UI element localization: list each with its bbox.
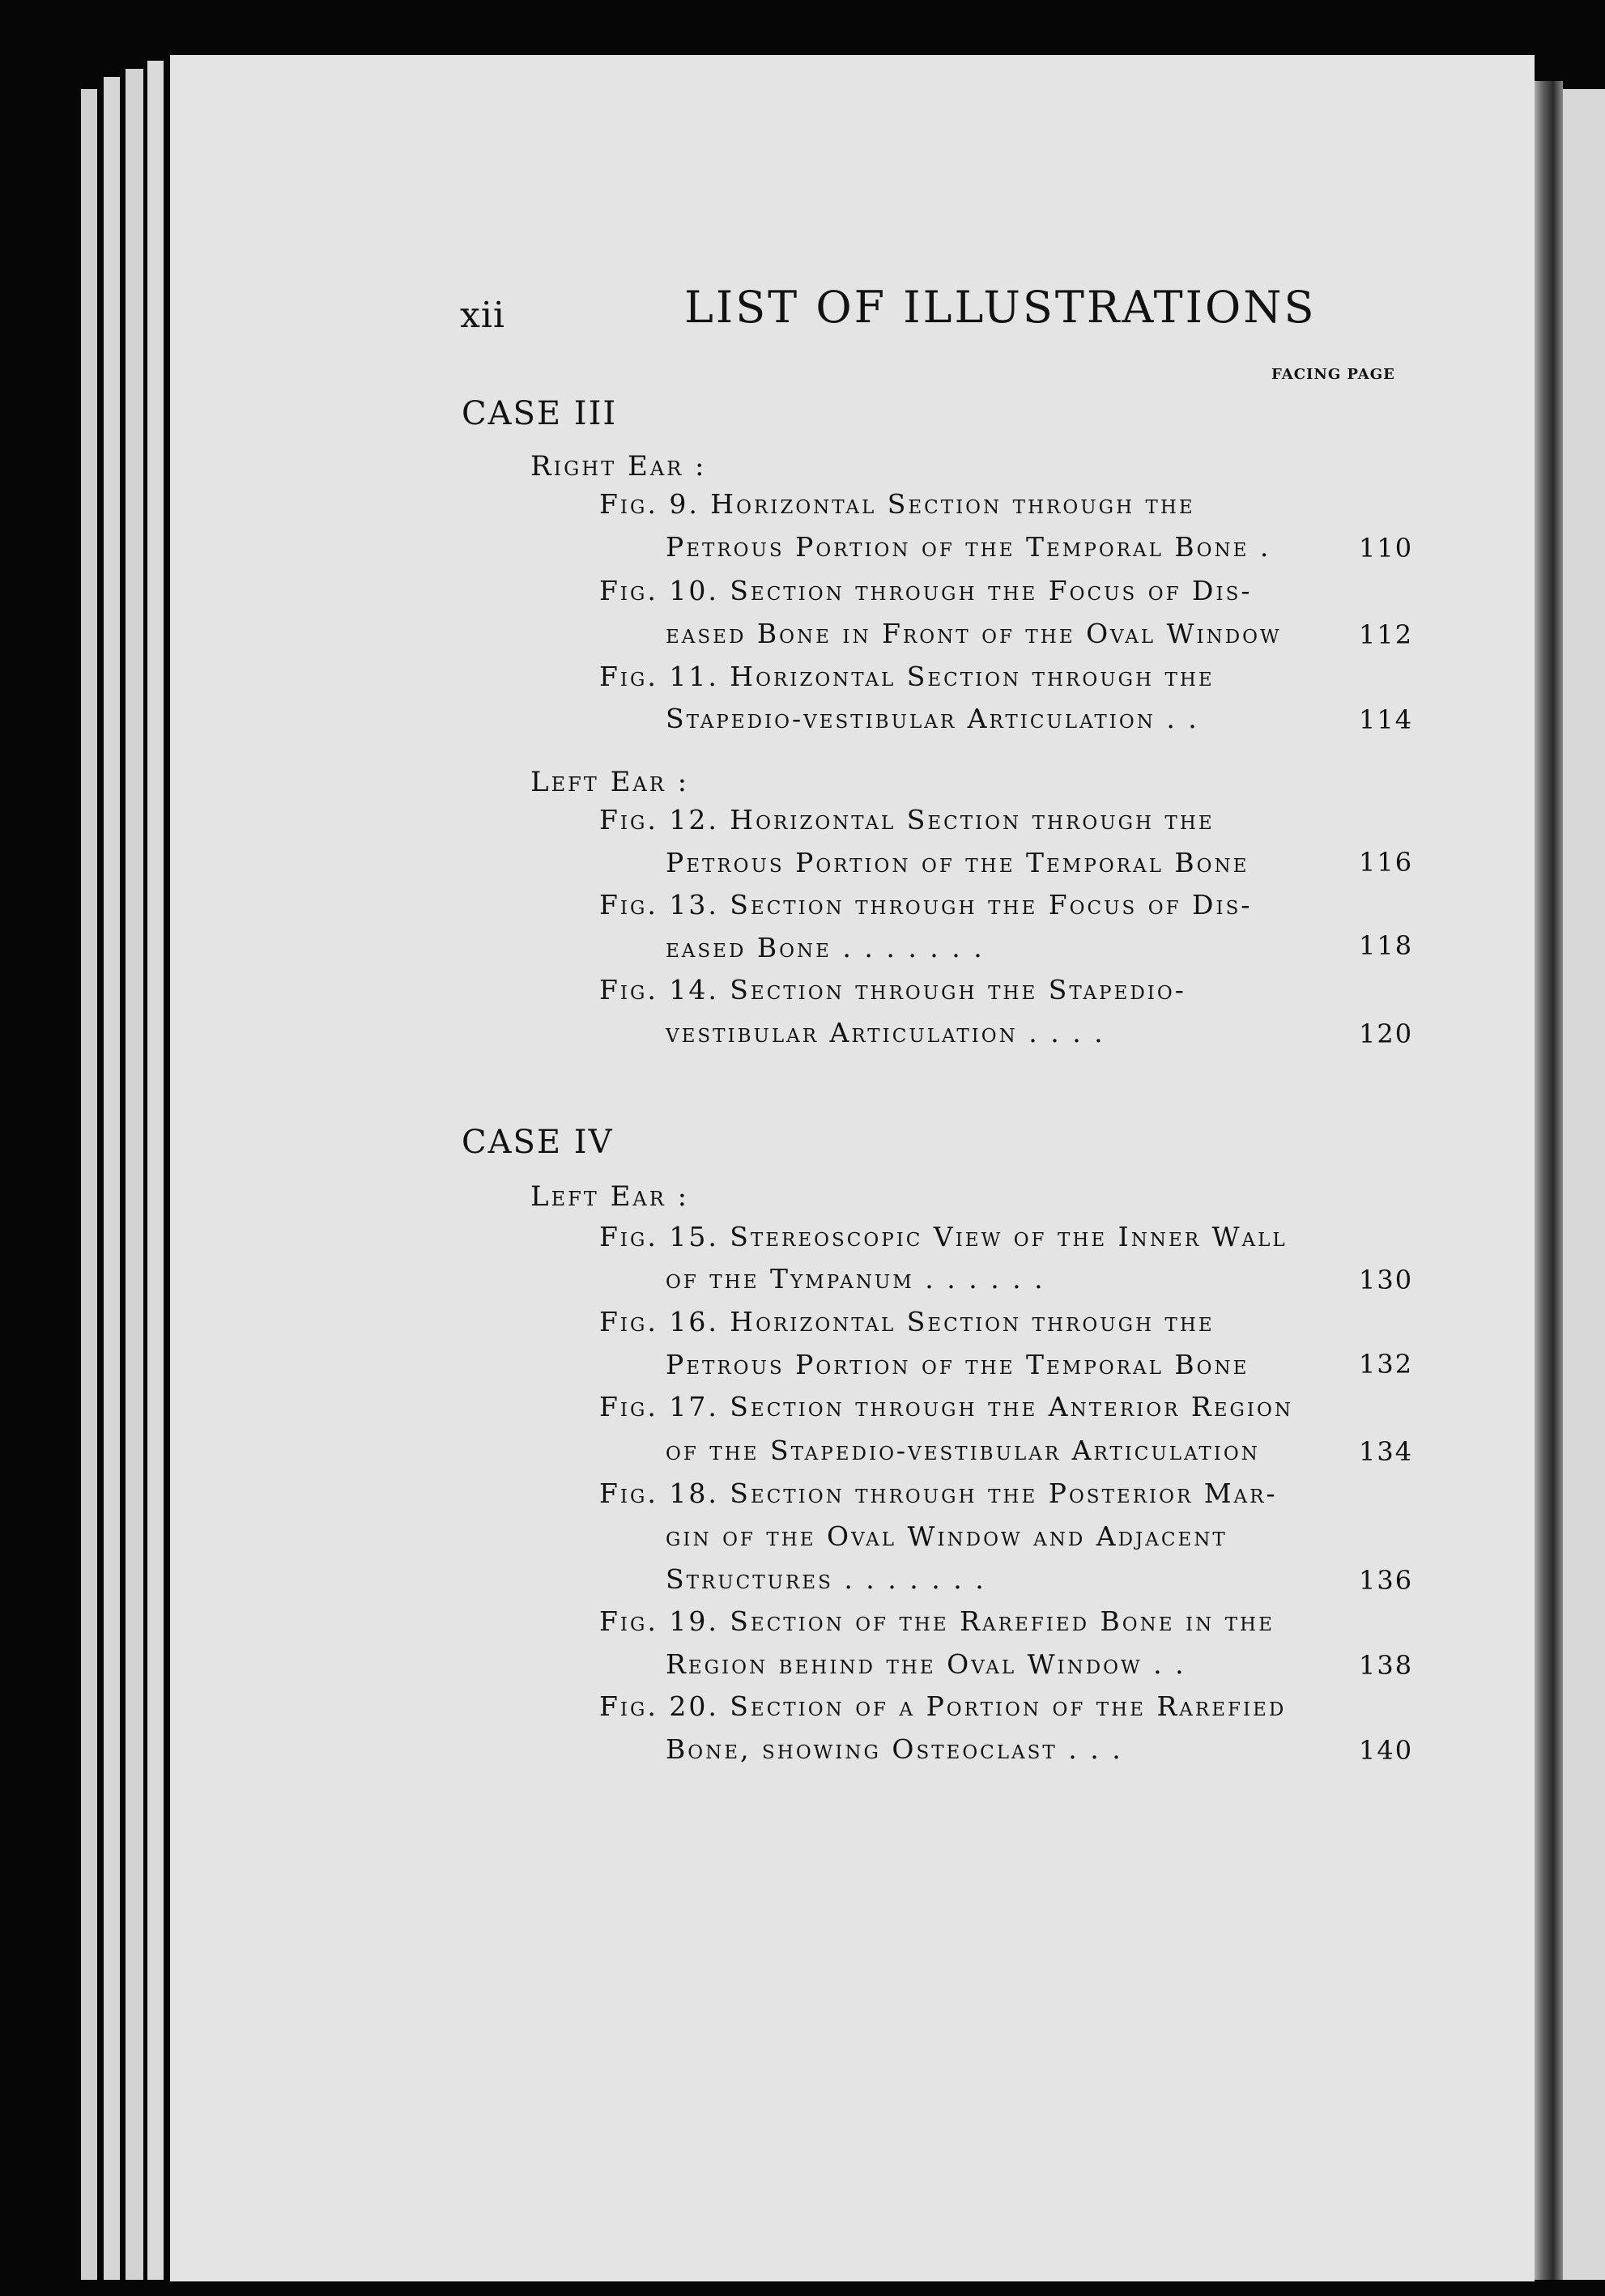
figure-entry-line: vestibular Articulation . . . .: [666, 1017, 1105, 1048]
page-number: 114: [1359, 704, 1414, 735]
figure-entry-line: Fig. 16. Horizontal Section through the: [599, 1306, 1215, 1337]
figure-entry-line: of the Tympanum . . . . . .: [666, 1263, 1045, 1295]
figure-entry-line: Structures . . . . . . .: [666, 1563, 986, 1595]
figure-entry-line: eased Bone in Front of the Oval Window: [666, 618, 1282, 649]
figure-entry-line: Fig. 13. Section through the Focus of Dis-: [599, 889, 1253, 921]
figure-entry-line: Fig. 11. Horizontal Section through the: [599, 661, 1215, 692]
page-number: 134: [1359, 1436, 1414, 1467]
figure-entry-line: gin of the Oval Window and Adjacent: [666, 1520, 1228, 1552]
figure-entry-line: Fig. 10. Section through the Focus of Dis-: [599, 575, 1253, 606]
page-number: 138: [1359, 1650, 1414, 1681]
book-edge-strip: [147, 61, 164, 2280]
case-heading: CASE III: [462, 395, 618, 432]
figure-entry-line: Petrous Portion of the Temporal Bone: [666, 1349, 1250, 1380]
figure-entry-line: Fig. 17. Section through the Anterior Region: [599, 1391, 1293, 1422]
page-header: [170, 282, 1535, 347]
facing-page-edge: [1563, 89, 1605, 2280]
page-number: 120: [1359, 1018, 1414, 1049]
page-number: 136: [1359, 1565, 1414, 1596]
figure-entry-line: Petrous Portion of the Temporal Bone: [666, 847, 1250, 878]
figure-entry-line: Fig. 18. Section through the Posterior Mar-: [599, 1478, 1278, 1509]
figure-entry-line: eased Bone . . . . . . .: [666, 932, 985, 963]
figure-entry-line: Fig. 12. Horizontal Section through the: [599, 804, 1215, 835]
figure-entry-line: Region behind the Oval Window . .: [666, 1648, 1186, 1680]
folio-number: xii: [460, 295, 505, 336]
figure-entry-line: Bone, showing Osteoclast . . .: [666, 1733, 1123, 1765]
book-edge-strip: [104, 77, 120, 2280]
ear-heading: Left Ear :: [530, 766, 690, 798]
book-edge-strip: [81, 89, 97, 2280]
facing-page-label: FACING PAGE: [1271, 366, 1395, 383]
figure-entry-line: Fig. 19. Section of the Rarefied Bone in the: [599, 1605, 1275, 1637]
book-gutter: [1530, 81, 1563, 2280]
figure-entry-line: Fig. 14. Section through the Stapedio-: [599, 974, 1186, 1006]
book-page: [170, 55, 1535, 2281]
figure-entry-line: Fig. 20. Section of a Portion of the Rarefied: [599, 1690, 1287, 1722]
figure-entry-line: Stapedio-vestibular Articulation . .: [666, 703, 1199, 734]
figure-entry-line: of the Stapedio-vestibular Articulation: [666, 1435, 1260, 1466]
page-number: 132: [1359, 1349, 1414, 1380]
case-heading: CASE IV: [462, 1124, 614, 1161]
page-number: 140: [1359, 1735, 1414, 1766]
book-edge-strip: [126, 69, 143, 2280]
page-number: 130: [1359, 1265, 1414, 1295]
page-number: 116: [1359, 847, 1414, 878]
page-number: 118: [1359, 930, 1414, 961]
page-number: 110: [1359, 533, 1414, 563]
running-title: LIST OF ILLUSTRATIONS: [684, 282, 1317, 333]
page-number: 112: [1359, 619, 1414, 650]
ear-heading: Left Ear :: [530, 1180, 690, 1213]
ear-heading: Right Ear :: [530, 450, 707, 483]
figure-entry-line: Petrous Portion of the Temporal Bone .: [666, 531, 1271, 563]
figure-entry-line: Fig. 9. Horizontal Section through the: [599, 488, 1195, 520]
figure-entry-line: Fig. 15. Stereoscopic View of the Inner Wall: [599, 1221, 1288, 1252]
